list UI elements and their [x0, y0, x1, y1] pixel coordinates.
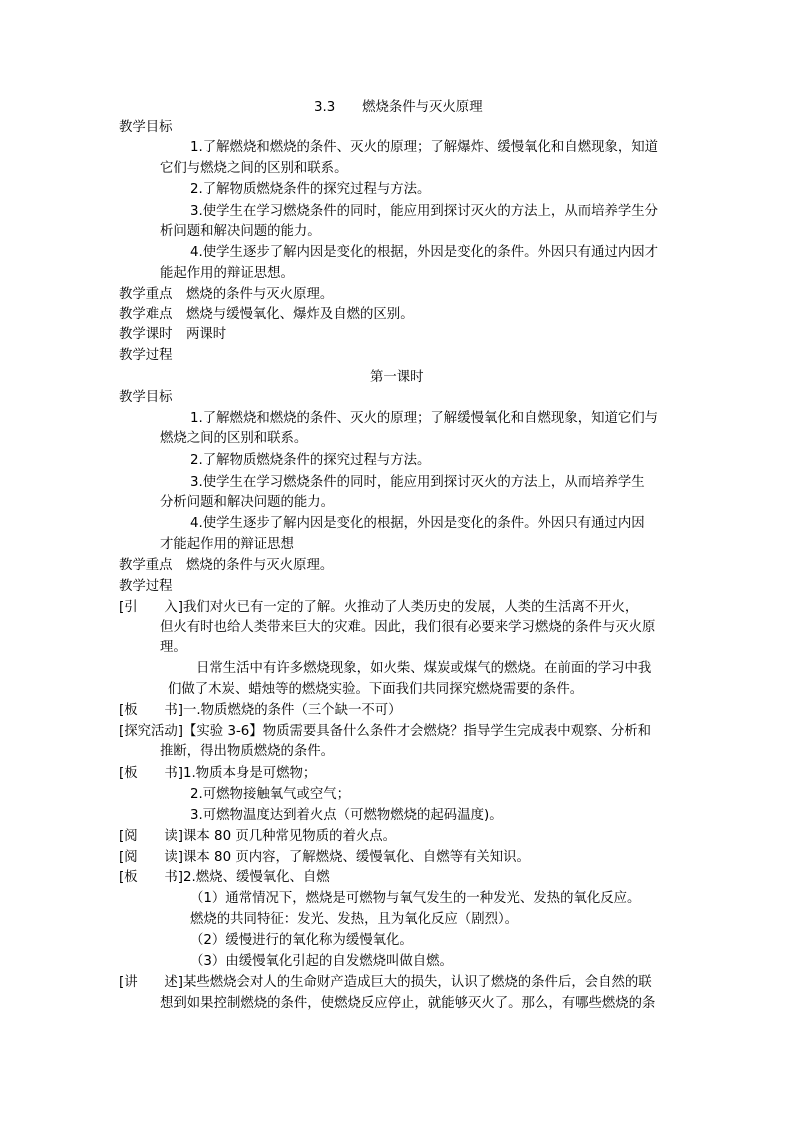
section-heading-goals: 教学目标	[119, 120, 173, 135]
intro-line-2: 但火有时也给人类带来巨大的灾难。因此，我们很有必要来学习燃烧的条件与灭火原	[160, 620, 656, 635]
section-heading-process: 教学过程	[119, 348, 173, 363]
lesson-goal-3-line-2: 分析问题和解决问题的能力。	[160, 495, 335, 510]
goal-1-line-2: 它们与燃烧之间的区别和联系。	[160, 161, 348, 176]
key-point: 教学重点 燃烧的条件与灭火原理。	[119, 287, 334, 302]
read-1: [阅 读]课本 80 页几种常见物质的着火点。	[119, 829, 397, 844]
board-2-line-3: 3.可燃物温度达到着火点（可燃物燃烧的起码温度)。	[190, 808, 503, 823]
lesson-goal-1-line-1: 1.了解燃烧和燃烧的条件、灭火的原理；了解缓慢氧化和自燃现象，知道它们与	[190, 411, 659, 426]
class-hours: 教学课时 两课时	[119, 327, 227, 342]
intro-line-1: [引 入]我们对火已有一定的了解。火推动了人类历史的发展，人类的生活离不开火，	[119, 600, 639, 615]
goal-3-line-1: 3.使学生在学习燃烧条件的同时，能应用到探讨灭火的方法上，从而培养学生分	[190, 204, 659, 219]
board-3-line-1: [板 书]2.燃烧、缓慢氧化、自燃	[119, 870, 330, 885]
board-2-line-1: [板 书]1.物质本身是可燃物；	[119, 766, 317, 781]
lesson-1-heading: 第一课时	[370, 370, 424, 385]
lesson-goal-2: 2.了解物质燃烧条件的探究过程与方法。	[190, 453, 431, 468]
goal-2: 2.了解物质燃烧条件的探究过程与方法。	[190, 182, 431, 197]
intro2-line-2: 们做了木炭、蜡烛等的燃烧实验。下面我们共同探究燃烧需要的条件。	[168, 682, 584, 697]
read-2: [阅 读]课本 80 页内容，了解燃烧、缓慢氧化、自燃等有关知识。	[119, 850, 530, 865]
intro-line-3: 理。	[160, 640, 187, 655]
lesson-1-goals-heading: 教学目标	[119, 390, 173, 405]
goal-3-line-2: 析问题和解决问题的能力。	[160, 224, 321, 239]
lesson-goal-1-line-2: 燃烧之间的区别和联系。	[160, 431, 308, 446]
board-2-line-2: 2.可燃物接触氧气或空气；	[190, 787, 351, 802]
lesson-1-key-point: 教学重点 燃烧的条件与灭火原理。	[119, 558, 334, 573]
lesson-goal-3-line-1: 3.使学生在学习燃烧条件的同时，能应用到探讨灭火的方法上，从而培养学生	[190, 475, 645, 490]
board-3-line-4: （2）缓慢进行的氧化称为缓慢氧化。	[190, 933, 413, 948]
board-3-line-3: 燃烧的共同特征：发光、发热，且为氧化反应（剧烈）。	[190, 912, 519, 927]
lecture-line-2: 想到如果控制燃烧的条件，使燃烧反应停止，就能够灭火了。那么，有哪些燃烧的条	[160, 996, 656, 1011]
lecture-line-1: [讲 述]某些燃烧会对人的生命财产造成巨大的损失，认识了燃烧的条件后，会自然的联	[119, 975, 652, 990]
board-3-line-5: （3）由缓慢氧化引起的自发燃烧叫做自燃。	[190, 954, 453, 969]
goal-4-line-1: 4.使学生逐步了解内因是变化的根据，外因是变化的条件。外因只有通过内因才	[190, 245, 659, 260]
difficulty: 教学难点 燃烧与缓慢氧化、爆炸及自燃的区别。	[119, 307, 414, 322]
intro2-line-1: 日常生活中有许多燃烧现象，如火柴、煤炭或煤气的燃烧。在前面的学习中我	[196, 661, 652, 676]
explore-line-2: 推断，得出物质燃烧的条件。	[160, 744, 335, 759]
lesson-goal-4-line-1: 4.使学生逐步了解内因是变化的根据，外因是变化的条件。外因只有通过内因	[190, 516, 645, 531]
board-1: [板 书]一.物质燃烧的条件（三个缺一不可）	[119, 703, 402, 718]
explore-line-1: [探究活动]【实验 3-6】物质需要具备什么条件才会燃烧？指导学生完成表中观察、分析和	[119, 724, 652, 739]
document-title: 3.3 燃烧条件与灭火原理	[314, 100, 483, 115]
lesson-1-process-heading: 教学过程	[119, 579, 173, 594]
board-3-line-2: （1）通常情况下，燃烧是可燃物与氧气发生的一种发光、发热的氧化反应。	[190, 891, 641, 906]
goal-1-line-1: 1.了解燃烧和燃烧的条件、灭火的原理；了解爆炸、缓慢氧化和自燃现象，知道	[190, 140, 659, 155]
lesson-goal-4-line-2: 才能起作用的辩证思想	[160, 537, 294, 552]
goal-4-line-2: 能起作用的辩证思想。	[160, 266, 294, 281]
